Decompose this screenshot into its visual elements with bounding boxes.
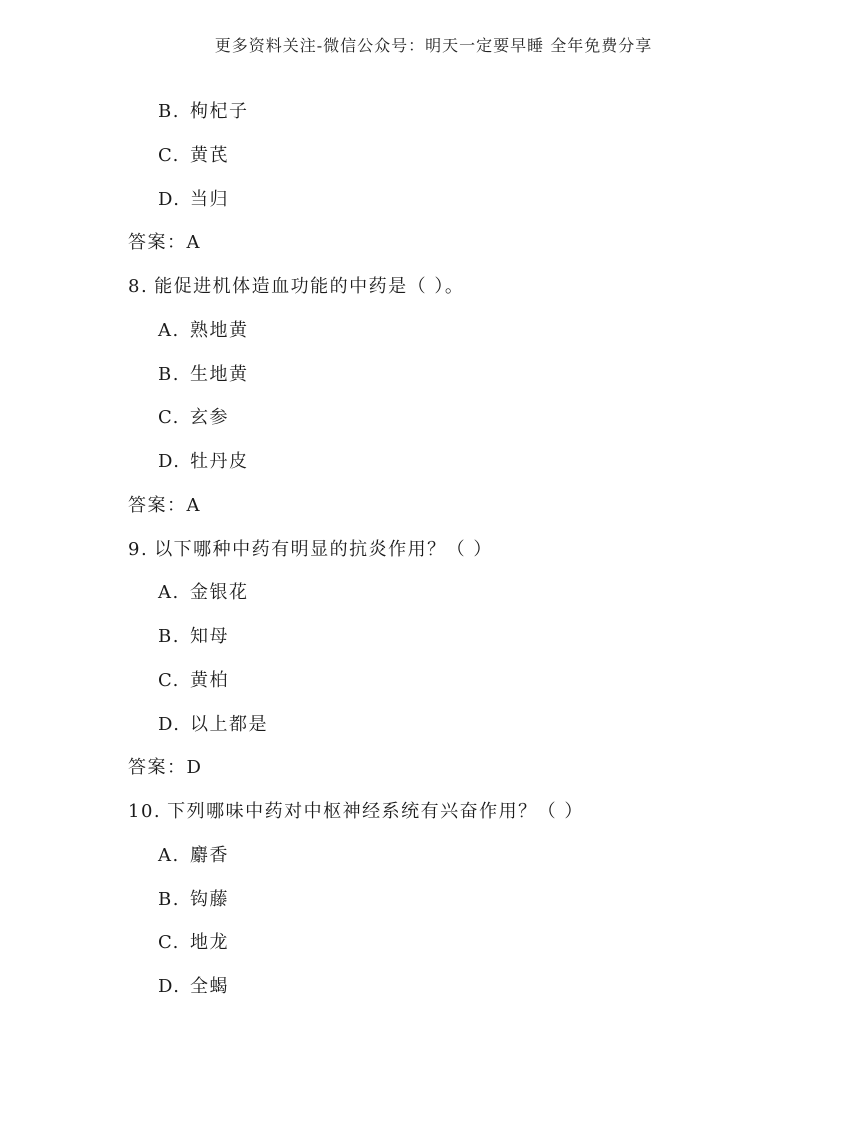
option-key: D.	[158, 451, 181, 472]
option-line	[128, 398, 768, 442]
question-text: 以下哪种中药有明显的抗炎作用？（ ）	[154, 538, 493, 560]
option-line	[128, 617, 768, 661]
document-body	[128, 92, 768, 1011]
option-text: 以上都是	[190, 713, 268, 735]
option-line	[128, 967, 768, 1011]
option-key: D.	[158, 976, 181, 997]
option-line	[128, 661, 768, 705]
option-text: 全蝎	[190, 976, 229, 997]
option-text: 金银花	[190, 582, 249, 604]
option-key: C.	[158, 407, 180, 429]
option-key: A.	[158, 319, 180, 341]
option-text: 黄柏	[190, 669, 229, 691]
option-line	[128, 92, 768, 136]
question-number: 9.	[128, 538, 149, 560]
option-line	[128, 180, 768, 224]
option-line	[128, 311, 768, 355]
option-text: 钩藤	[190, 888, 229, 910]
answer-line: 答案：D	[128, 757, 203, 779]
option-line	[128, 705, 768, 749]
option-line	[128, 442, 768, 486]
option-text: 牡丹皮	[190, 451, 249, 472]
option-text: 玄参	[190, 407, 229, 429]
option-text: 地龙	[190, 932, 229, 954]
question-line	[128, 530, 768, 574]
option-line	[128, 136, 768, 180]
option-key: C.	[158, 669, 180, 691]
option-text: 熟地黄	[190, 319, 249, 341]
option-text: 当归	[190, 188, 229, 210]
option-key: B.	[158, 626, 180, 647]
option-line	[128, 836, 768, 880]
question-text: 下列哪味中药对中枢神经系统有兴奋作用？（ ）	[167, 801, 584, 822]
option-line	[128, 880, 768, 924]
option-text: 生地黄	[190, 363, 249, 385]
question-text: 能促进机体造血功能的中药是（ ）。	[154, 276, 465, 297]
option-text: 黄芪	[190, 144, 229, 166]
option-key: C.	[158, 932, 180, 954]
option-key: A.	[158, 582, 180, 604]
option-text: 知母	[190, 626, 229, 647]
page-header: 更多资料关注-微信公众号：明天一定要早睡 全年免费分享	[214, 36, 653, 55]
option-key: B.	[158, 363, 180, 385]
option-key: D.	[158, 188, 181, 210]
option-text: 麝香	[190, 844, 229, 866]
option-line	[128, 573, 768, 617]
question-line	[128, 792, 768, 836]
question-number: 10.	[128, 801, 162, 822]
option-key: B.	[158, 888, 180, 910]
option-line	[128, 923, 768, 967]
question-line	[128, 267, 768, 311]
option-key: A.	[158, 844, 180, 866]
option-key: B.	[158, 101, 180, 122]
option-line	[128, 355, 768, 399]
answer-line: 答案：A	[128, 494, 201, 516]
question-number: 8.	[128, 276, 149, 297]
option-key: C.	[158, 144, 180, 166]
option-key: D.	[158, 713, 181, 735]
answer-line: 答案：A	[128, 232, 201, 254]
option-text: 枸杞子	[190, 101, 249, 122]
